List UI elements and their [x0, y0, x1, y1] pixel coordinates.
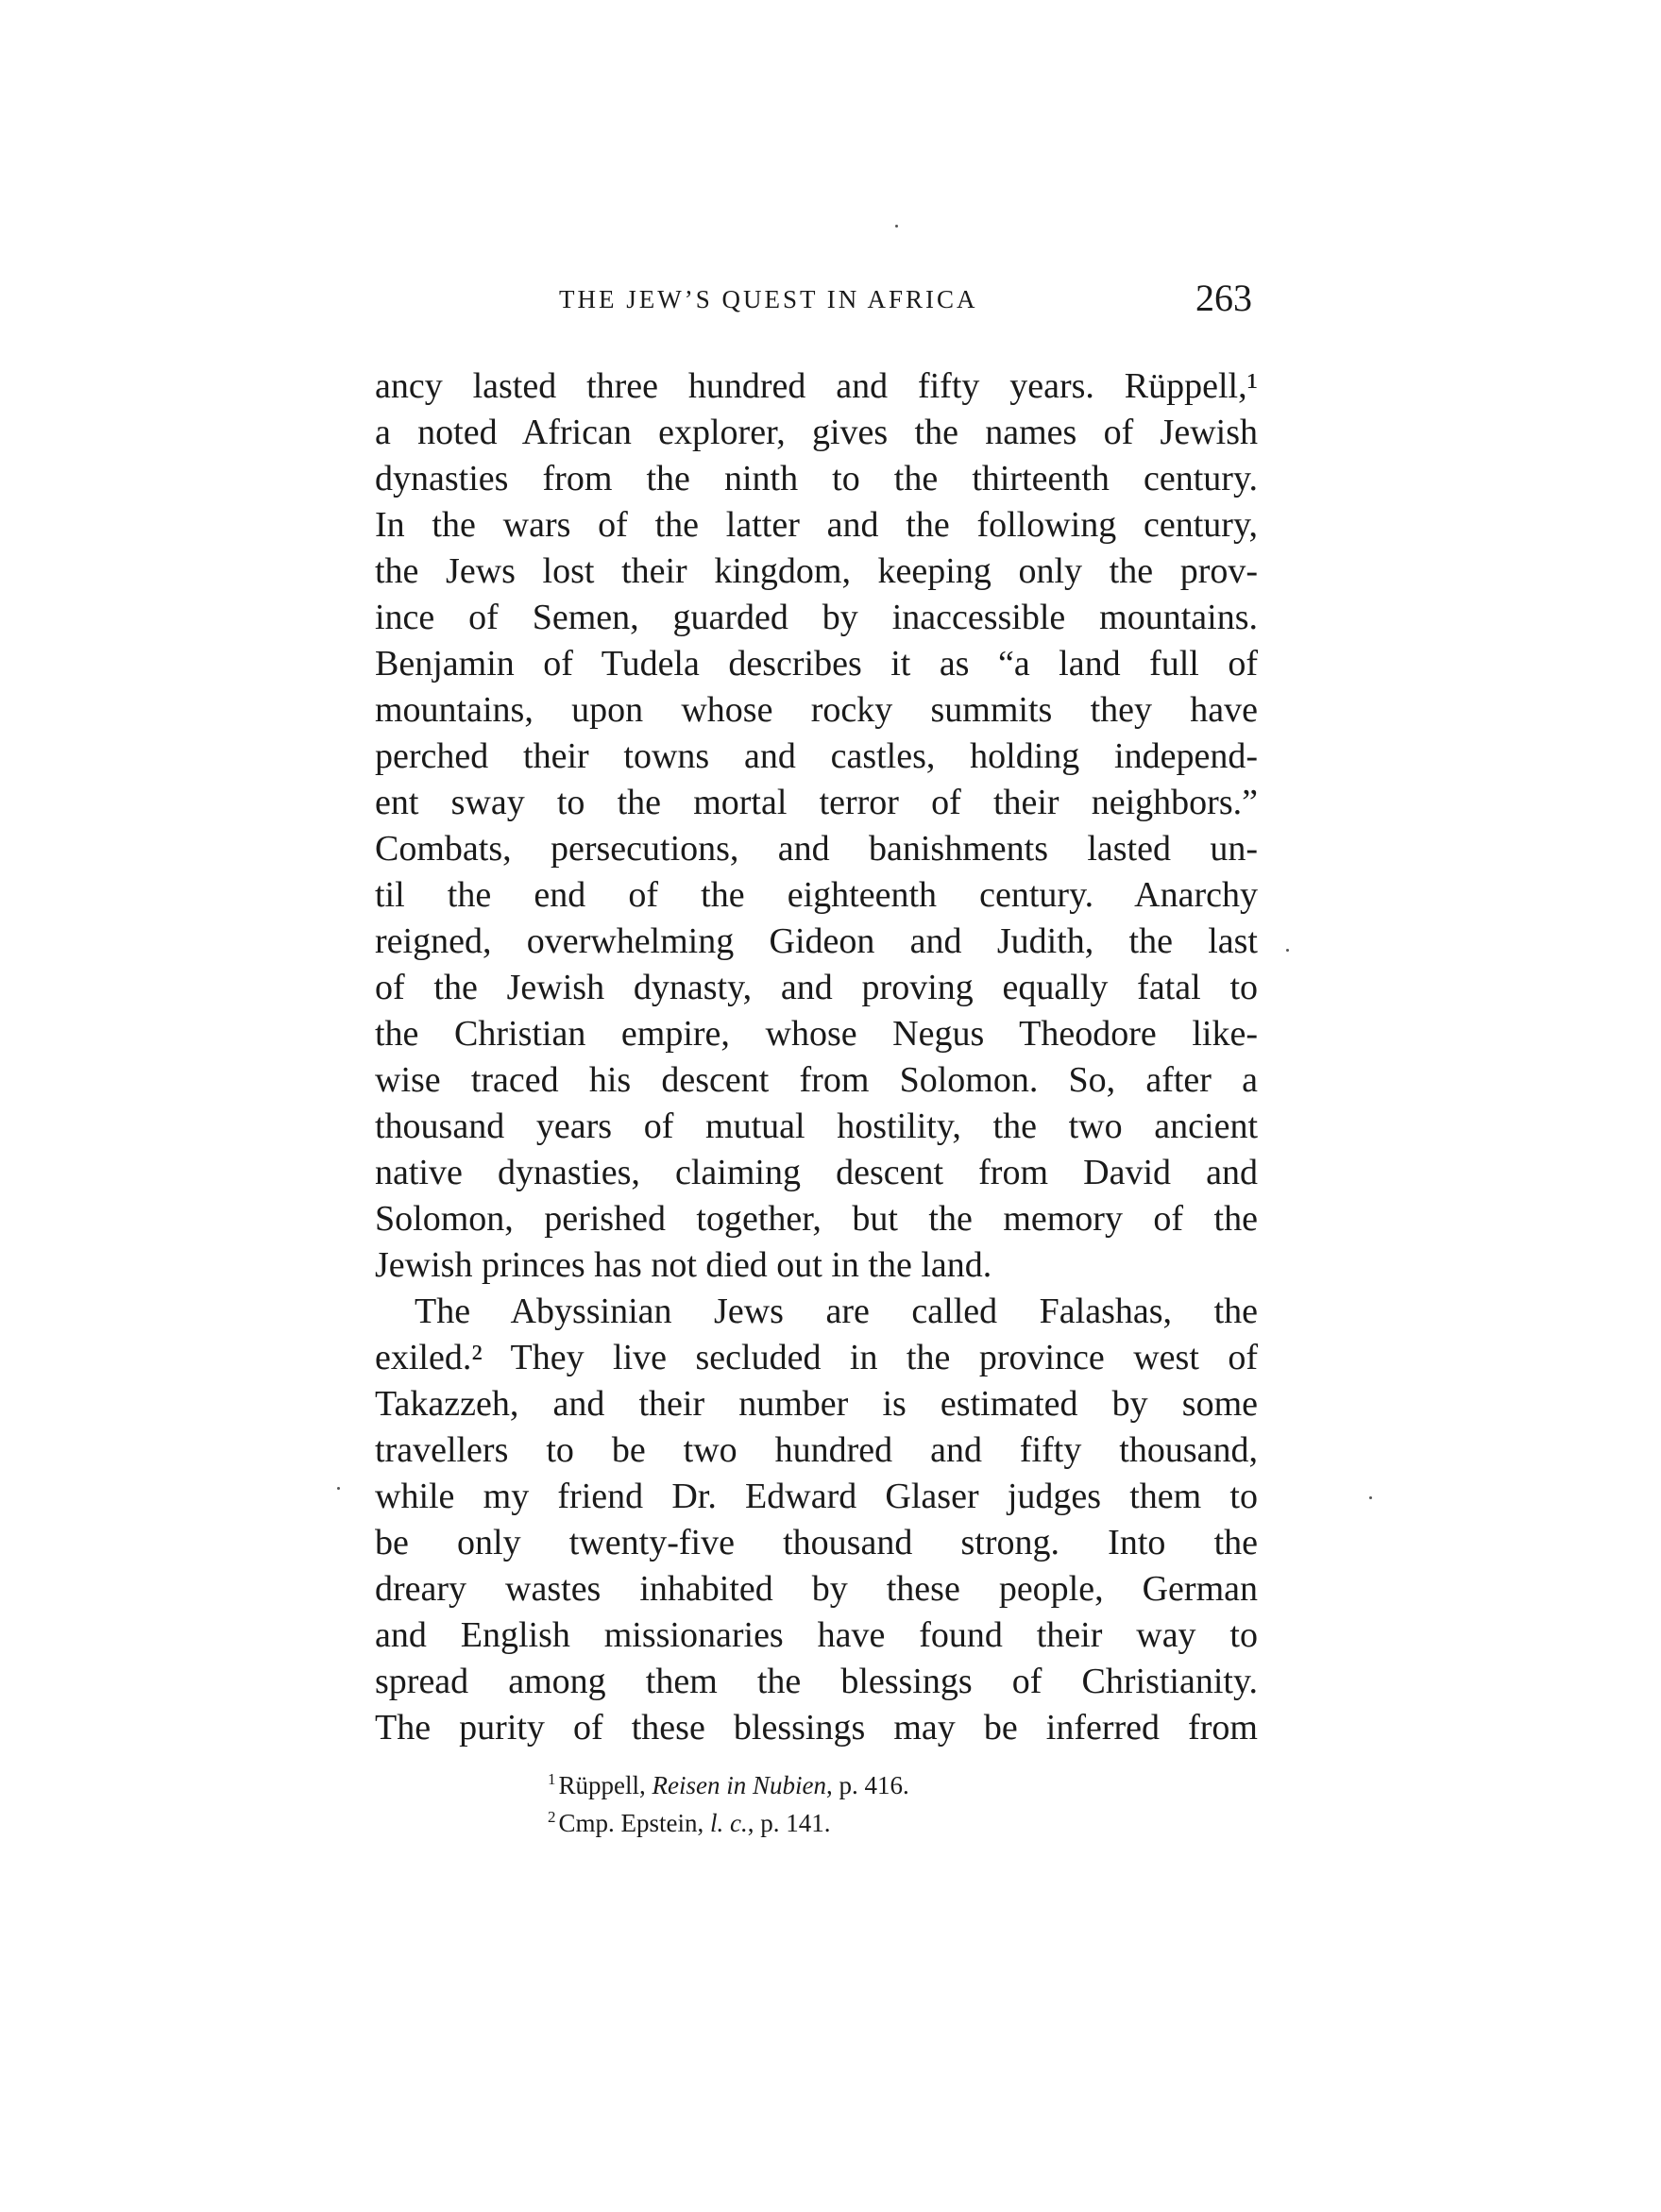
paragraph-end-line: Jewish princes has not died out in the land. — [375, 1245, 992, 1285]
footnote-text-after: , p. 141. — [747, 1809, 831, 1837]
text-line: exiled.² They live secluded in the province west of — [375, 1338, 1258, 1377]
footnote-text — [559, 1771, 909, 1799]
running-title: THE JEW’S QUEST IN AFRICA — [559, 285, 978, 313]
footnote — [548, 1761, 1209, 1798]
text-line: ancy lasted three hundred and fifty years. Rüppell,¹ — [375, 366, 1258, 406]
text-line: reigned, overwhelming Gideon and Judith, the last — [375, 921, 1258, 961]
text-line: dynasties from the ninth to the thirteenth century. — [375, 459, 1258, 498]
text-line: til the end of the eighteenth century. Anarchy — [375, 875, 1258, 915]
page-number: 263 — [1195, 277, 1252, 319]
text-line: a noted African explorer, gives the names of Jewish — [375, 413, 1258, 452]
footnote-text-after: , p. 416. — [825, 1771, 909, 1799]
footnote — [548, 1798, 1209, 1836]
text-line: mountains, upon whose rocky summits they have — [375, 690, 1258, 730]
text-line: dreary wastes inhabited by these people, German — [375, 1569, 1258, 1609]
text-line: ince of Semen, guarded by inaccessible mountains. — [375, 598, 1258, 637]
footnote-text-before: Rüppell, — [558, 1771, 653, 1799]
footnote-title: l. c. — [710, 1809, 748, 1837]
text-line: while my friend Dr. Edward Glaser judges them to — [375, 1477, 1258, 1516]
footnote-title: Reisen in Nubien — [652, 1771, 826, 1799]
text-line: be only twenty-five thousand strong. Into the — [375, 1523, 1258, 1562]
scan-speck — [1286, 949, 1289, 952]
footnote-text — [559, 1809, 831, 1837]
scan-speck — [1369, 1496, 1372, 1499]
footnote-number: 2 — [548, 1808, 556, 1826]
text-line: spread among them the blessings of Christianity. — [375, 1662, 1258, 1701]
text-line: Combats, persecutions, and banishments lasted un- — [375, 829, 1258, 869]
text-line: of the Jewish dynasty, and proving equally fatal to — [375, 968, 1258, 1007]
footnote-text-before: Cmp. Epstein, — [558, 1809, 710, 1837]
text-line: Solomon, perished together, but the memory of the — [375, 1199, 1258, 1239]
paragraph-start-line: The Abyssinian Jews are called Falashas, the — [415, 1292, 1258, 1331]
text-line: the Jews lost their kingdom, keeping only the prov- — [375, 551, 1258, 591]
body-text — [375, 363, 1258, 1751]
text-line: Benjamin of Tudela describes it as “a land full of — [375, 644, 1258, 684]
footnotes — [548, 1761, 1209, 1836]
text-line: perched their towns and castles, holding independ- — [375, 736, 1258, 776]
scan-speck — [895, 225, 898, 228]
text-line: wise traced his descent from Solomon. So, after a — [375, 1060, 1258, 1100]
text-line: The purity of these blessings may be inferred from — [375, 1708, 1258, 1748]
text-line: the Christian empire, whose Negus Theodore like- — [375, 1014, 1258, 1054]
scan-speck — [337, 1487, 340, 1490]
text-line: thousand years of mutual hostility, the two ancient — [375, 1106, 1258, 1146]
text-line: and English missionaries have found their way to — [375, 1615, 1258, 1655]
running-head — [378, 276, 1256, 332]
text-line: Takazzeh, and their number is estimated by some — [375, 1384, 1258, 1424]
text-line: native dynasties, claiming descent from David and — [375, 1153, 1258, 1192]
footnote-number: 1 — [548, 1770, 556, 1788]
text-line: In the wars of the latter and the following century, — [375, 505, 1258, 545]
text-line: ent sway to the mortal terror of their neighbors.” — [375, 783, 1258, 822]
text-line: travellers to be two hundred and fifty thousand, — [375, 1430, 1258, 1470]
